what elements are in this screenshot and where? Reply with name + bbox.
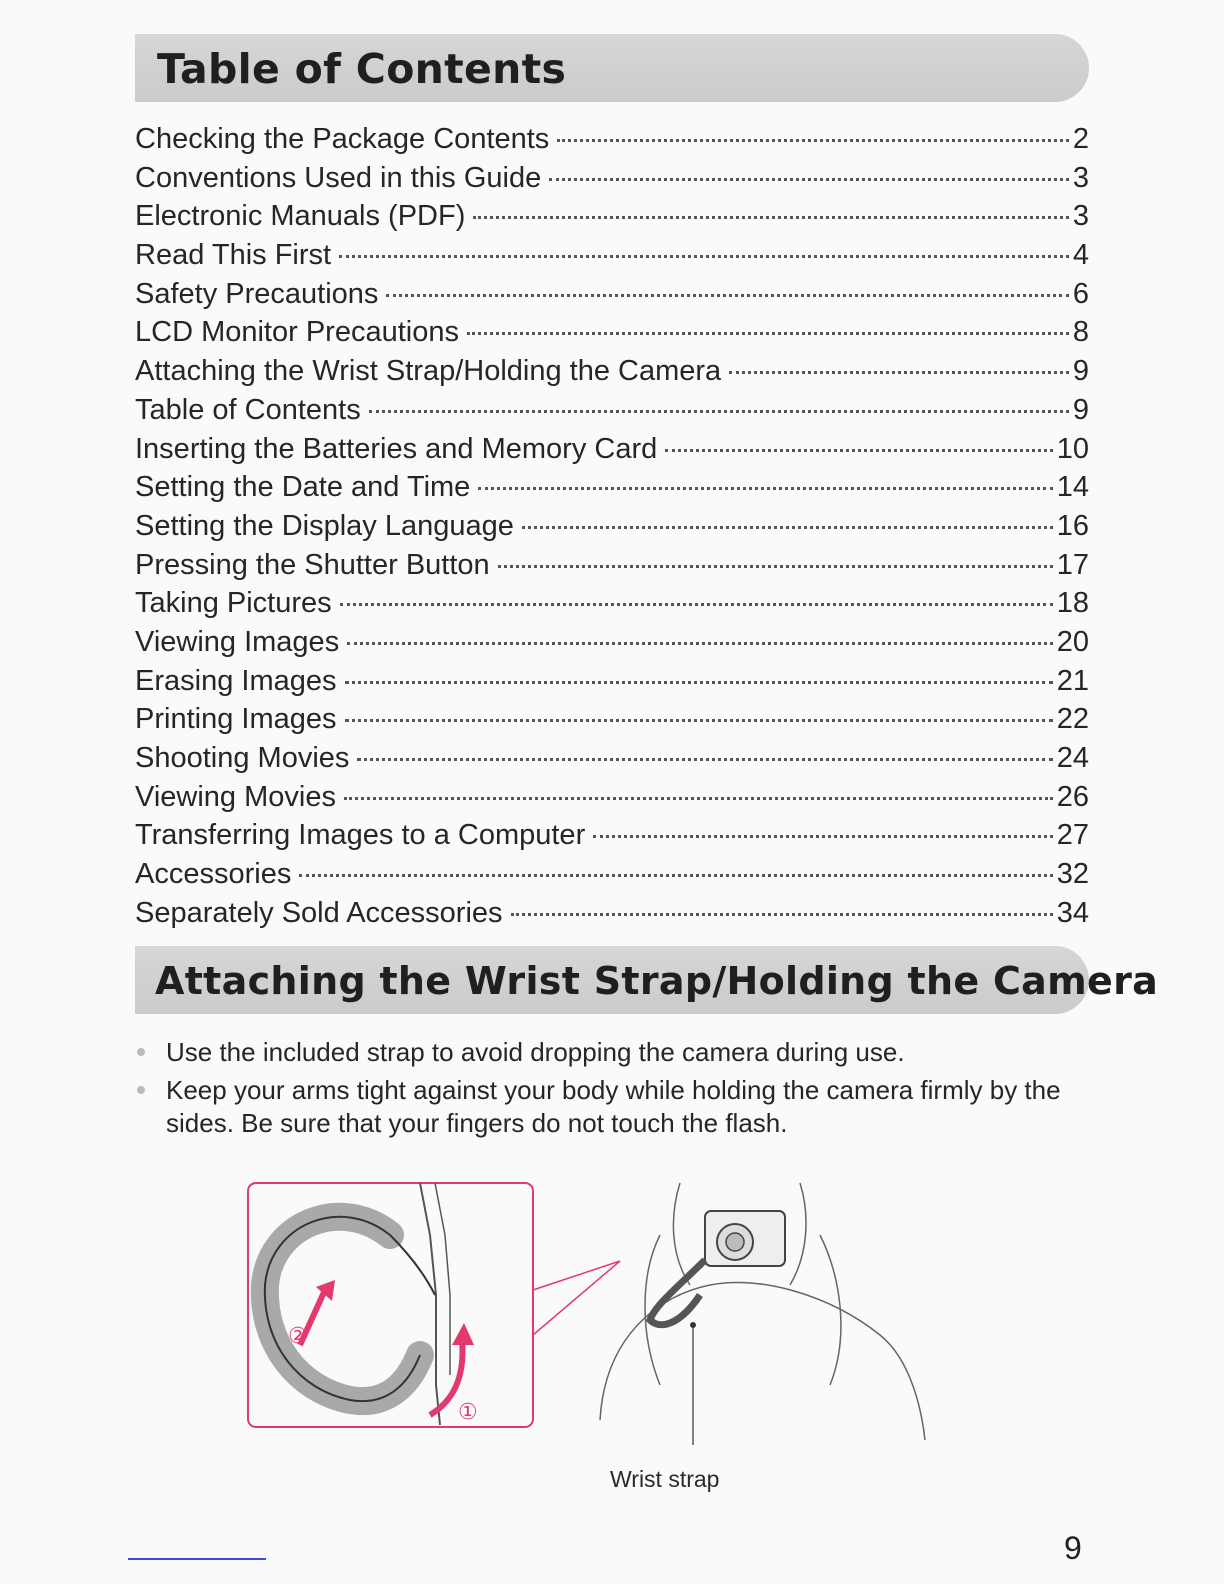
toc-entry[interactable] (135, 739, 1089, 778)
toc-entry-title: Viewing Movies (135, 780, 336, 813)
toc-dot-leader (478, 487, 1052, 490)
toc-entry-page: 2 (1072, 123, 1089, 155)
toc-entry-page: 16 (1056, 509, 1089, 542)
strap-figure (240, 1175, 940, 1505)
toc-entry-title: Checking the Package Contents (135, 123, 550, 155)
toc-entry-page: 22 (1056, 703, 1089, 736)
toc-heading: Table of Contents (157, 45, 567, 93)
toc-entry-page: 32 (1056, 858, 1089, 891)
toc-entry[interactable] (135, 507, 1089, 546)
toc-dot-leader (357, 758, 1052, 761)
toc-entry-title: Separately Sold Accessories (135, 896, 503, 929)
camera-edge (420, 1183, 440, 1425)
toc-dot-leader (522, 526, 1053, 529)
toc-entry-title: LCD Monitor Precautions (135, 316, 459, 349)
toc-dot-leader (386, 294, 1068, 297)
toc-entry-page: 17 (1056, 548, 1089, 581)
bullet-dot-icon (137, 1048, 145, 1056)
toc-dot-leader (549, 178, 1069, 181)
toc-dot-leader (345, 681, 1053, 684)
bullet-dot-icon (137, 1086, 145, 1094)
callout-line-bottom (533, 1261, 620, 1335)
toc-entry[interactable] (135, 159, 1089, 198)
toc-dot-leader (347, 642, 1053, 645)
strap-heading: Attaching the Wrist Strap/Holding the Camera (155, 959, 1159, 1003)
toc-entry-title: Pressing the Shutter Button (135, 548, 490, 581)
figure-caption: Wrist strap (610, 1466, 720, 1492)
camera-lens-inner (726, 1233, 744, 1251)
toc-dot-leader (473, 216, 1068, 219)
toc-entry-title: Table of Contents (135, 393, 361, 426)
toc-entry[interactable] (135, 778, 1089, 817)
toc-dot-leader (369, 410, 1069, 413)
toc-entry[interactable] (135, 468, 1089, 507)
person-arm-right (820, 1235, 841, 1385)
toc-entry-page: 26 (1056, 780, 1089, 813)
toc-entry[interactable] (135, 894, 1089, 933)
toc-entry[interactable] (135, 662, 1089, 701)
toc-entry[interactable] (135, 700, 1089, 739)
toc-entry[interactable] (135, 352, 1089, 391)
step-1-label: ① (458, 1400, 478, 1425)
toc-dot-leader (557, 139, 1069, 142)
toc-list (135, 120, 1089, 932)
toc-entry-title: Transferring Images to a Computer (135, 819, 586, 852)
toc-entry[interactable] (135, 313, 1089, 352)
footer-rule (128, 1558, 266, 1560)
toc-entry-page: 21 (1056, 664, 1089, 697)
bullet-text: Use the included strap to avoid dropping the camera during use. (166, 1037, 905, 1067)
toc-dot-leader (339, 255, 1069, 258)
toc-entry-title: Taking Pictures (135, 587, 332, 620)
toc-entry-title: Setting the Display Language (135, 509, 514, 542)
page-number: 9 (1064, 1530, 1082, 1566)
toc-dot-leader (344, 797, 1053, 800)
toc-entry-title: Inserting the Batteries and Memory Card (135, 432, 658, 465)
toc-entry[interactable] (135, 391, 1089, 430)
toc-entry-page: 14 (1056, 471, 1089, 504)
toc-entry-title: Erasing Images (135, 664, 337, 697)
callout-line-top (533, 1261, 620, 1290)
toc-entry-title: Conventions Used in this Guide (135, 161, 542, 194)
toc-entry-title: Safety Precautions (135, 277, 379, 310)
step-2-label: ② (288, 1324, 308, 1349)
toc-dot-leader (467, 332, 1069, 335)
toc-entry[interactable] (135, 546, 1089, 585)
toc-dot-leader (593, 835, 1053, 838)
toc-entry-page: 27 (1056, 819, 1089, 852)
toc-entry[interactable] (135, 430, 1089, 469)
toc-entry-page: 10 (1056, 432, 1089, 465)
toc-entry-title: Accessories (135, 858, 292, 891)
strap-illustration (240, 1175, 940, 1505)
camera-edge-inner (435, 1183, 450, 1375)
toc-header-bar (135, 34, 1089, 102)
toc-entry-title: Setting the Date and Time (135, 471, 471, 504)
toc-entry-title: Electronic Manuals (PDF) (135, 200, 466, 233)
toc-entry-page: 34 (1056, 896, 1089, 929)
toc-entry-page: 3 (1072, 161, 1089, 194)
person-head-right (790, 1183, 806, 1285)
person-head-left (673, 1183, 690, 1285)
toc-entry-page: 6 (1072, 277, 1089, 310)
toc-entry[interactable] (135, 275, 1089, 314)
toc-entry-page: 9 (1072, 355, 1089, 388)
toc-entry[interactable] (135, 236, 1089, 275)
toc-entry[interactable] (135, 120, 1089, 159)
toc-entry-page: 9 (1072, 393, 1089, 426)
toc-entry-title: Read This First (135, 239, 332, 272)
toc-dot-leader (729, 371, 1069, 374)
toc-entry[interactable] (135, 584, 1089, 623)
toc-entry-page: 24 (1056, 742, 1089, 774)
toc-entry-title: Attaching the Wrist Strap/Holding the Camera (135, 355, 722, 388)
toc-entry[interactable] (135, 816, 1089, 855)
toc-dot-leader (665, 449, 1052, 452)
toc-entry-title: Viewing Images (135, 625, 340, 658)
toc-entry[interactable] (135, 623, 1089, 662)
toc-entry-page: 20 (1056, 625, 1089, 658)
toc-dot-leader (498, 565, 1053, 568)
toc-dot-leader (345, 719, 1053, 722)
toc-dot-leader (299, 874, 1052, 877)
bullet-item (135, 1074, 1095, 1140)
toc-entry-title: Printing Images (135, 703, 337, 736)
wrist-strap (650, 1260, 705, 1325)
toc-dot-leader (340, 603, 1053, 606)
toc-entry[interactable] (135, 855, 1089, 894)
arrow-step-1-head (452, 1323, 474, 1345)
toc-entry-page: 8 (1072, 316, 1089, 349)
bullet-text: Keep your arms tight against your body while holding the camera firmly by the sides. Be sure that your fingers do not touch the flash. (166, 1075, 1061, 1138)
toc-entry-page: 4 (1072, 239, 1089, 272)
bullet-item (135, 1036, 1095, 1069)
toc-dot-leader (511, 913, 1053, 916)
person-shoulders (600, 1282, 925, 1440)
strap-bullet-list (135, 1036, 1095, 1145)
toc-entry-page: 3 (1072, 200, 1089, 233)
strap-loop (265, 1217, 420, 1401)
caption-leader-dot (690, 1322, 696, 1328)
toc-entry-page: 18 (1056, 587, 1089, 620)
toc-entry[interactable] (135, 197, 1089, 236)
strap-header-bar (135, 946, 1159, 1014)
toc-entry-title: Shooting Movies (135, 742, 350, 774)
